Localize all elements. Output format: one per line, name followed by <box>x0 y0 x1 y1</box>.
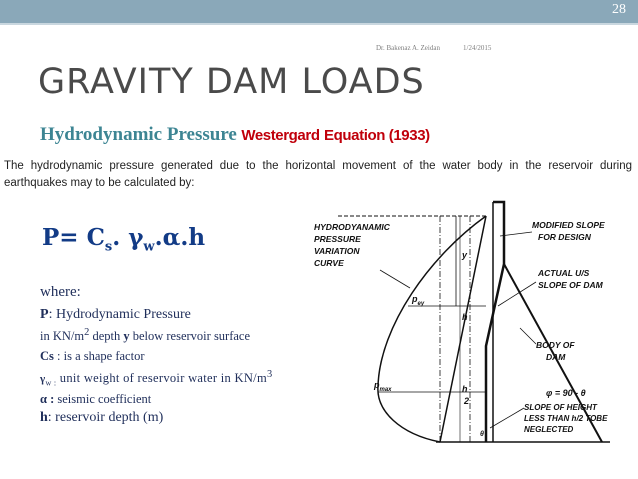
def-alpha <box>40 392 340 407</box>
def-unit-mid: depth <box>89 329 124 344</box>
equation-label: Equation (1933) <box>324 127 430 144</box>
label-body-2: DAM <box>546 352 566 362</box>
top-bar <box>0 0 638 23</box>
definitions-list <box>40 284 340 426</box>
formula-gw-sub: w <box>143 239 155 255</box>
def-unit-post: below reservoir surface <box>129 329 251 344</box>
label-h: h <box>462 312 468 322</box>
def-gw-sub: w : <box>45 378 57 388</box>
def-cs-symbol: Cs <box>40 349 54 364</box>
def-gw-text: unit weight of reservoir water in KN/m <box>56 371 267 386</box>
label-curve-1: HYDRODYANAMIC <box>314 222 390 232</box>
def-gamma-w <box>40 369 340 388</box>
dam-upstream-face <box>486 202 504 442</box>
label-phi: φ = 90 - θ <box>546 388 586 398</box>
label-actual-2: SLOPE OF DAM <box>538 280 603 290</box>
slide-title: GRAVITY DAM LOADS <box>38 62 425 102</box>
label-theta: θ <box>480 431 484 438</box>
label-curve-3: VARIATION <box>314 246 360 256</box>
subtitle <box>40 124 430 146</box>
author-footer: Dr. Bakenaz A. Zeidan <box>376 44 440 52</box>
def-alpha-text: seismic coefficient <box>54 391 152 406</box>
def-h-text: : reservoir depth (m) <box>47 409 164 425</box>
def-p <box>40 307 340 323</box>
formula-cs-sub: s <box>104 239 113 255</box>
label-y: y <box>462 250 468 260</box>
slide-number: 28 <box>612 2 626 17</box>
label-modified-1: MODIFIED SLOPE <box>532 220 605 230</box>
label-pmax: $p_{max}$ <box>374 380 392 393</box>
label-slope-1: SLOPE OF HEIGHT <box>524 403 597 412</box>
def-alpha-symbol: α : <box>40 391 55 406</box>
top-bar-divider <box>0 23 638 25</box>
formula-gamma: . γ <box>112 224 144 251</box>
label-slope-2: LESS THAN h/2 TOBE <box>524 414 608 423</box>
def-unit <box>40 327 340 344</box>
label-pey: $p_{ey}$ <box>412 294 425 307</box>
formula-lhs: P= C <box>42 224 105 251</box>
label-slope-3: NEGLECTED <box>524 425 574 434</box>
date-footer: 1/24/2015 <box>463 44 492 52</box>
label-curve-4: CURVE <box>314 258 344 268</box>
label-modified-2: FOR DESIGN <box>538 232 591 242</box>
def-h <box>40 410 340 426</box>
def-p-symbol: P <box>40 307 49 322</box>
formula-rest: .α.h <box>154 224 206 251</box>
leader-slope <box>490 408 524 428</box>
label-h2-den: 2 <box>464 396 470 406</box>
def-gw-symbol: γ <box>40 373 46 386</box>
label-actual-1: ACTUAL U/S <box>538 268 590 278</box>
def-cs-text: : is a shape factor <box>53 349 145 364</box>
intro-text: The hydrodynamic pressure generated due to the horizontal movement of the water body in the reservoir during earthquakes may to be calculated by: <box>4 160 632 189</box>
dam-pressure-diagram <box>310 196 630 458</box>
def-gw-sup: 3 <box>266 369 273 381</box>
def-cs <box>40 349 340 364</box>
equation-name: Westergard <box>241 127 320 144</box>
label-curve-2: PRESSURE <box>314 234 361 244</box>
westergard-formula <box>42 224 205 255</box>
leader-body <box>520 328 536 344</box>
label-body-1: BODY OF <box>536 340 575 350</box>
def-unit-y: y <box>123 329 130 344</box>
def-unit-sup: 2 <box>84 327 90 338</box>
leader-curve <box>380 270 410 288</box>
def-unit-pre: in KN/m <box>40 329 85 344</box>
def-p-text: : Hydrodynamic Pressure <box>48 307 191 322</box>
def-where: where: <box>40 284 81 300</box>
def-h-symbol: h <box>40 409 48 425</box>
subtitle-main: Hydrodynamic Pressure <box>40 124 237 145</box>
label-h2: h <box>462 384 468 394</box>
